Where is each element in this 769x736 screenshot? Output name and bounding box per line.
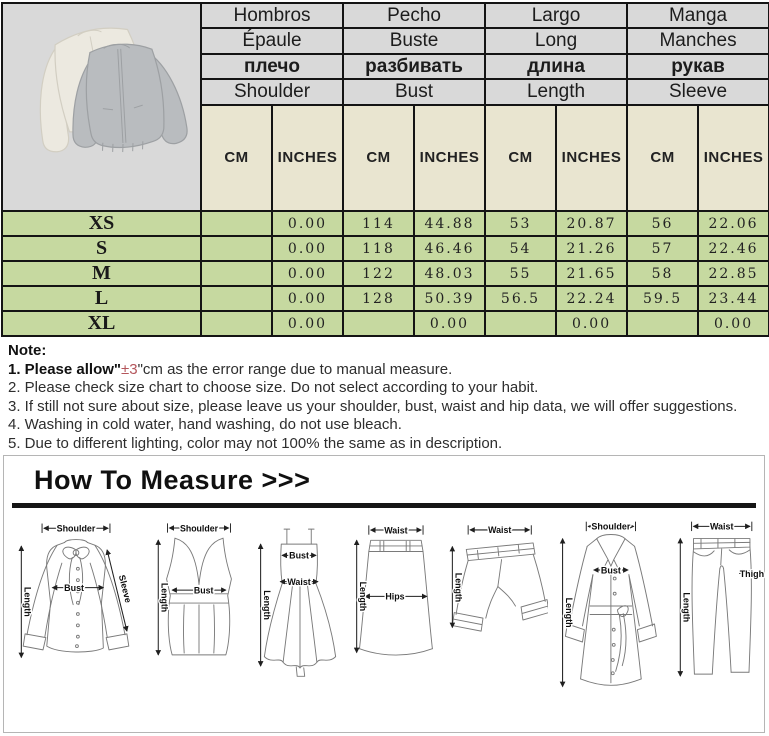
note-line-5: 5. Due to different lighting, color may not 100% the same as in description. bbox=[8, 434, 503, 452]
size-label-cell: XL bbox=[2, 311, 201, 336]
header-row-spanish bbox=[2, 3, 769, 28]
size-label-cell: XS bbox=[2, 211, 201, 236]
value-cell: 46.46 bbox=[414, 236, 485, 261]
col-header-bust-es: Pecho bbox=[343, 3, 485, 28]
size-table bbox=[1, 2, 769, 337]
col-header-shoulder-en: Shoulder bbox=[201, 79, 343, 104]
col-header-sleeve-fr: Manches bbox=[627, 28, 769, 53]
measure-label-length: Length bbox=[22, 586, 33, 617]
measure-label-length: Length bbox=[453, 572, 464, 603]
value-cell: 0.00 bbox=[272, 261, 343, 286]
measure-label-sleeve: Sleeve bbox=[116, 573, 134, 604]
value-cell: 55 bbox=[485, 261, 556, 286]
value-cell: 50.39 bbox=[414, 286, 485, 311]
value-cell: 114 bbox=[343, 211, 414, 236]
shorts-outline bbox=[452, 543, 548, 631]
coat-outline bbox=[565, 534, 656, 685]
value-cell: 0.00 bbox=[556, 311, 627, 336]
measure-diagram-shorts bbox=[444, 516, 548, 663]
measure-label-length: Length bbox=[261, 590, 272, 620]
shorts-measure-arrows bbox=[452, 525, 531, 627]
value-cell: 0.00 bbox=[272, 211, 343, 236]
measure-diagram-skirt bbox=[352, 516, 438, 664]
note-error-range: ±3 bbox=[121, 360, 138, 378]
value-cell bbox=[201, 286, 272, 311]
size-row-xs bbox=[2, 211, 769, 236]
note-line-2: 2. Please check size chart to choose size. Do not select according to your habit. bbox=[8, 379, 539, 397]
col-header-bust-en: Bust bbox=[343, 79, 485, 104]
col-header-sleeve-ru: рукав bbox=[627, 54, 769, 79]
value-cell: 0.00 bbox=[272, 236, 343, 261]
value-cell: 44.88 bbox=[414, 211, 485, 236]
value-cell: 21.26 bbox=[556, 236, 627, 261]
note-line-3: 3. If still not sure about size, please leave us your shoulder, bust, waist and hip data, we will offer suggestions. bbox=[8, 397, 738, 415]
measure-diagram-blouse bbox=[10, 516, 142, 669]
col-header-length-ru: длина bbox=[485, 54, 627, 79]
size-row-xl bbox=[2, 311, 769, 336]
measure-diagram-pants bbox=[669, 516, 765, 682]
value-cell: 56 bbox=[627, 211, 698, 236]
measure-label-waist: Waist bbox=[709, 521, 734, 532]
product-photo-jackets bbox=[3, 4, 200, 204]
measure-label-hips: Hips bbox=[384, 591, 405, 602]
value-cell: 0.00 bbox=[272, 286, 343, 311]
measure-label-length: Length bbox=[159, 582, 169, 613]
measure-diagrams bbox=[10, 516, 765, 694]
value-cell: 59.5 bbox=[627, 286, 698, 311]
skirt-measure-arrows bbox=[356, 525, 426, 652]
value-cell: 118 bbox=[343, 236, 414, 261]
value-cell: 53 bbox=[485, 211, 556, 236]
measure-label-bust: Bust bbox=[289, 550, 309, 561]
value-cell bbox=[201, 311, 272, 336]
col-header-shoulder-es: Hombros bbox=[201, 3, 343, 28]
measure-label-bust: Bust bbox=[64, 582, 85, 593]
col-header-shoulder-ru: плечо bbox=[201, 54, 343, 79]
unit-cell-inches: INCHES bbox=[698, 105, 769, 211]
blouse-outline bbox=[23, 540, 129, 652]
unit-cell-cm: CM bbox=[485, 105, 556, 211]
value-cell bbox=[485, 311, 556, 336]
value-cell: 58 bbox=[627, 261, 698, 286]
col-header-length-en: Length bbox=[485, 79, 627, 104]
how-to-measure-section bbox=[3, 455, 765, 733]
size-label-cell: S bbox=[2, 236, 201, 261]
note-line-4: 4. Washing in cold water, hand washing, do not use bleach. bbox=[8, 416, 402, 434]
note-line-1-bold: 1. Please allow" bbox=[8, 360, 122, 378]
measure-label-length: Length bbox=[563, 597, 574, 628]
measure-label-length: Length bbox=[681, 592, 692, 623]
divider-rule bbox=[12, 503, 756, 508]
value-cell: 122 bbox=[343, 261, 414, 286]
size-row-s bbox=[2, 236, 769, 261]
size-row-l bbox=[2, 286, 769, 311]
measure-label-length: Length bbox=[357, 581, 368, 612]
value-cell bbox=[201, 211, 272, 236]
note-section bbox=[8, 342, 769, 454]
value-cell: 128 bbox=[343, 286, 414, 311]
unit-cell-inches: INCHES bbox=[556, 105, 627, 211]
measure-label-waist: Waist bbox=[383, 525, 408, 536]
note-line-1-rest: "cm as the error range due to manual measure. bbox=[137, 360, 453, 378]
measure-diagram-tank-top bbox=[149, 516, 249, 666]
value-cell bbox=[343, 311, 414, 336]
value-cell: 0.00 bbox=[272, 311, 343, 336]
unit-cell-inches: INCHES bbox=[414, 105, 485, 211]
measure-label-shoulder: Shoulder bbox=[590, 521, 630, 532]
note-line-1 bbox=[8, 361, 769, 380]
tank-outline bbox=[166, 538, 231, 655]
col-header-length-es: Largo bbox=[485, 3, 627, 28]
col-header-sleeve-es: Manga bbox=[627, 3, 769, 28]
unit-cell-inches: INCHES bbox=[272, 105, 343, 211]
how-to-measure-title: How To Measure >>> bbox=[34, 465, 311, 495]
col-header-bust-fr: Buste bbox=[343, 28, 485, 53]
measure-diagram-coat bbox=[555, 516, 663, 694]
measure-label-bust: Bust bbox=[600, 565, 621, 576]
measure-label-shoulder: Shoulder bbox=[56, 523, 96, 534]
measure-label-shoulder: Shoulder bbox=[179, 523, 218, 534]
value-cell bbox=[201, 236, 272, 261]
value-cell: 54 bbox=[485, 236, 556, 261]
size-label-cell: M bbox=[2, 261, 201, 286]
value-cell: 48.03 bbox=[414, 261, 485, 286]
col-header-sleeve-en: Sleeve bbox=[627, 79, 769, 104]
value-cell: 21.65 bbox=[556, 261, 627, 286]
value-cell: 22.85 bbox=[698, 261, 769, 286]
measure-label-thigh: Thigh bbox=[739, 569, 765, 580]
col-header-bust-ru: разбивать bbox=[343, 54, 485, 79]
value-cell: 22.06 bbox=[698, 211, 769, 236]
size-label-cell: L bbox=[2, 286, 201, 311]
measure-label-waist: Waist bbox=[287, 576, 311, 587]
unit-cell-cm: CM bbox=[343, 105, 414, 211]
col-header-length-fr: Long bbox=[485, 28, 627, 53]
value-cell: 20.87 bbox=[556, 211, 627, 236]
value-cell: 22.46 bbox=[698, 236, 769, 261]
coat-measure-arrows bbox=[562, 522, 635, 687]
col-header-shoulder-fr: Épaule bbox=[201, 28, 343, 53]
value-cell bbox=[201, 261, 272, 286]
value-cell: 57 bbox=[627, 236, 698, 261]
value-cell: 23.44 bbox=[698, 286, 769, 311]
value-cell bbox=[627, 311, 698, 336]
value-cell: 22.24 bbox=[556, 286, 627, 311]
measure-label-waist: Waist bbox=[488, 525, 512, 536]
dress-measure-arrows bbox=[261, 544, 318, 666]
value-cell: 0.00 bbox=[698, 311, 769, 336]
value-cell: 0.00 bbox=[414, 311, 485, 336]
unit-cell-cm: CM bbox=[201, 105, 272, 211]
unit-cell-cm: CM bbox=[627, 105, 698, 211]
measure-diagram-cami-dress bbox=[255, 516, 345, 677]
pants-outline bbox=[692, 539, 751, 675]
measure-label-bust: Bust bbox=[193, 585, 213, 596]
blouse-measure-arrows bbox=[21, 524, 133, 658]
product-image-cell bbox=[2, 3, 201, 211]
note-title: Note: bbox=[8, 342, 47, 359]
size-row-m bbox=[2, 261, 769, 286]
value-cell: 56.5 bbox=[485, 286, 556, 311]
